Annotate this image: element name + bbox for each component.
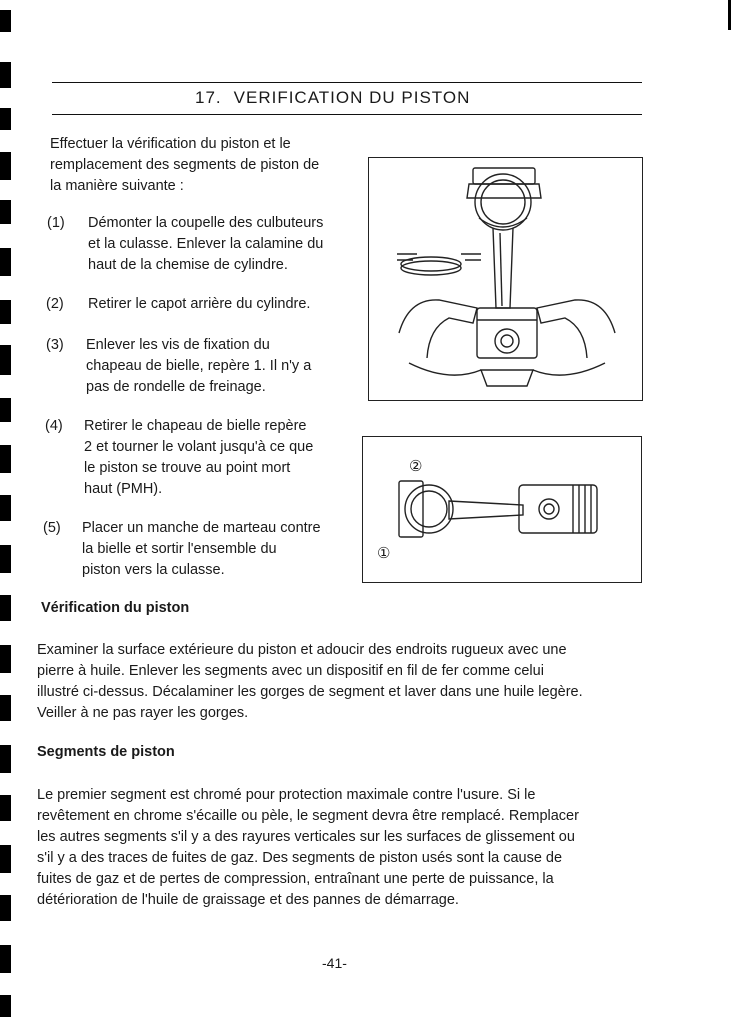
paragraph-line: illustré ci-dessus. Décalaminer les gorges de segment et laver dans une huile legère. (37, 684, 583, 700)
title-rule-bottom (52, 114, 642, 115)
callout-1: ① (377, 545, 391, 562)
step-line: Enlever les vis de fixation du (86, 337, 270, 353)
paragraph-line: fuites de gaz et de pertes de compression, entraînant une perte de puissance, la (37, 871, 554, 887)
callout-2: ② (409, 458, 423, 475)
step-line: et la culasse. Enlever la calamine du (88, 236, 324, 252)
rod-assembly-illustration (363, 437, 641, 582)
verification-heading: Vérification du piston (41, 600, 190, 616)
intro-line: remplacement des segments de piston de (50, 157, 320, 173)
step-2-text (88, 294, 310, 315)
step-5-text (82, 518, 321, 581)
section-number: 17. (195, 88, 222, 107)
paragraph-line: détérioration de l'huile de graissage et des pannes de démarrage. (37, 892, 459, 908)
verification-paragraph (37, 640, 617, 724)
step-1-number: (1) (47, 215, 65, 231)
step-3-text (86, 335, 311, 398)
page-number: -41- (322, 955, 347, 971)
intro-line: la manière suivante : (50, 178, 184, 194)
step-line: pas de rondelle de freinage. (86, 379, 266, 395)
step-line: piston vers la culasse. (82, 562, 225, 578)
section-title (195, 88, 470, 108)
figure-rod-assembly (362, 436, 642, 583)
step-5-number: (5) (43, 520, 61, 536)
step-1-text (88, 213, 323, 276)
step-line: Démonter la coupelle des culbuteurs (88, 215, 324, 231)
edge-mark (728, 0, 731, 30)
intro-line: Effectuer la vérification du piston et le (50, 136, 291, 152)
paragraph-line: pierre à huile. Enlever les segments avec un dispositif en fil de fer comme celui (37, 663, 544, 679)
step-line: chapeau de bielle, repère 1. Il n'y a (86, 358, 312, 374)
segments-heading: Segments de piston (37, 744, 175, 760)
title-rule-top (52, 82, 642, 83)
step-line: Placer un manche de marteau contre (82, 520, 321, 536)
step-line: haut de la chemise de cylindre. (88, 257, 288, 273)
paragraph-line: les autres segments s'il y a des rayures verticales sur les surfaces de glissement ou (37, 829, 575, 845)
piston-rod-illustration (369, 158, 642, 400)
step-2-number: (2) (46, 296, 64, 312)
section-title-text: VERIFICATION DU PISTON (233, 88, 471, 107)
step-3-number: (3) (46, 337, 64, 353)
step-line: Retirer le chapeau de bielle repère (84, 418, 307, 434)
step-line: Retirer le capot arrière du cylindre. (88, 296, 311, 312)
paragraph-line: Examiner la surface extérieure du piston et adoucir des endroits rugueux avec une (37, 642, 567, 658)
step-line: 2 et tourner le volant jusqu'à ce que (84, 439, 314, 455)
step-line: le piston se trouve au point mort (84, 460, 291, 476)
binding-marks (0, 0, 16, 1024)
figure-piston-removal (368, 157, 643, 401)
segments-paragraph (37, 785, 617, 911)
step-line: haut (PMH). (84, 481, 163, 497)
step-4-text (84, 416, 313, 500)
paragraph-line: Veiller à ne pas rayer les gorges. (37, 705, 249, 721)
step-4-number: (4) (45, 418, 63, 434)
paragraph-line: revêtement en chrome s'écaille ou pèle, le segment devra être remplacé. Remplacer (37, 808, 579, 824)
paragraph-line: Le premier segment est chromé pour protection maximale contre l'usure. Si le (37, 787, 536, 803)
step-line: la bielle et sortir l'ensemble du (82, 541, 277, 557)
paragraph-line: s'il y a des traces de fuites de gaz. Des segments de piston usés sont la cause de (37, 850, 563, 866)
intro-text (50, 134, 319, 197)
